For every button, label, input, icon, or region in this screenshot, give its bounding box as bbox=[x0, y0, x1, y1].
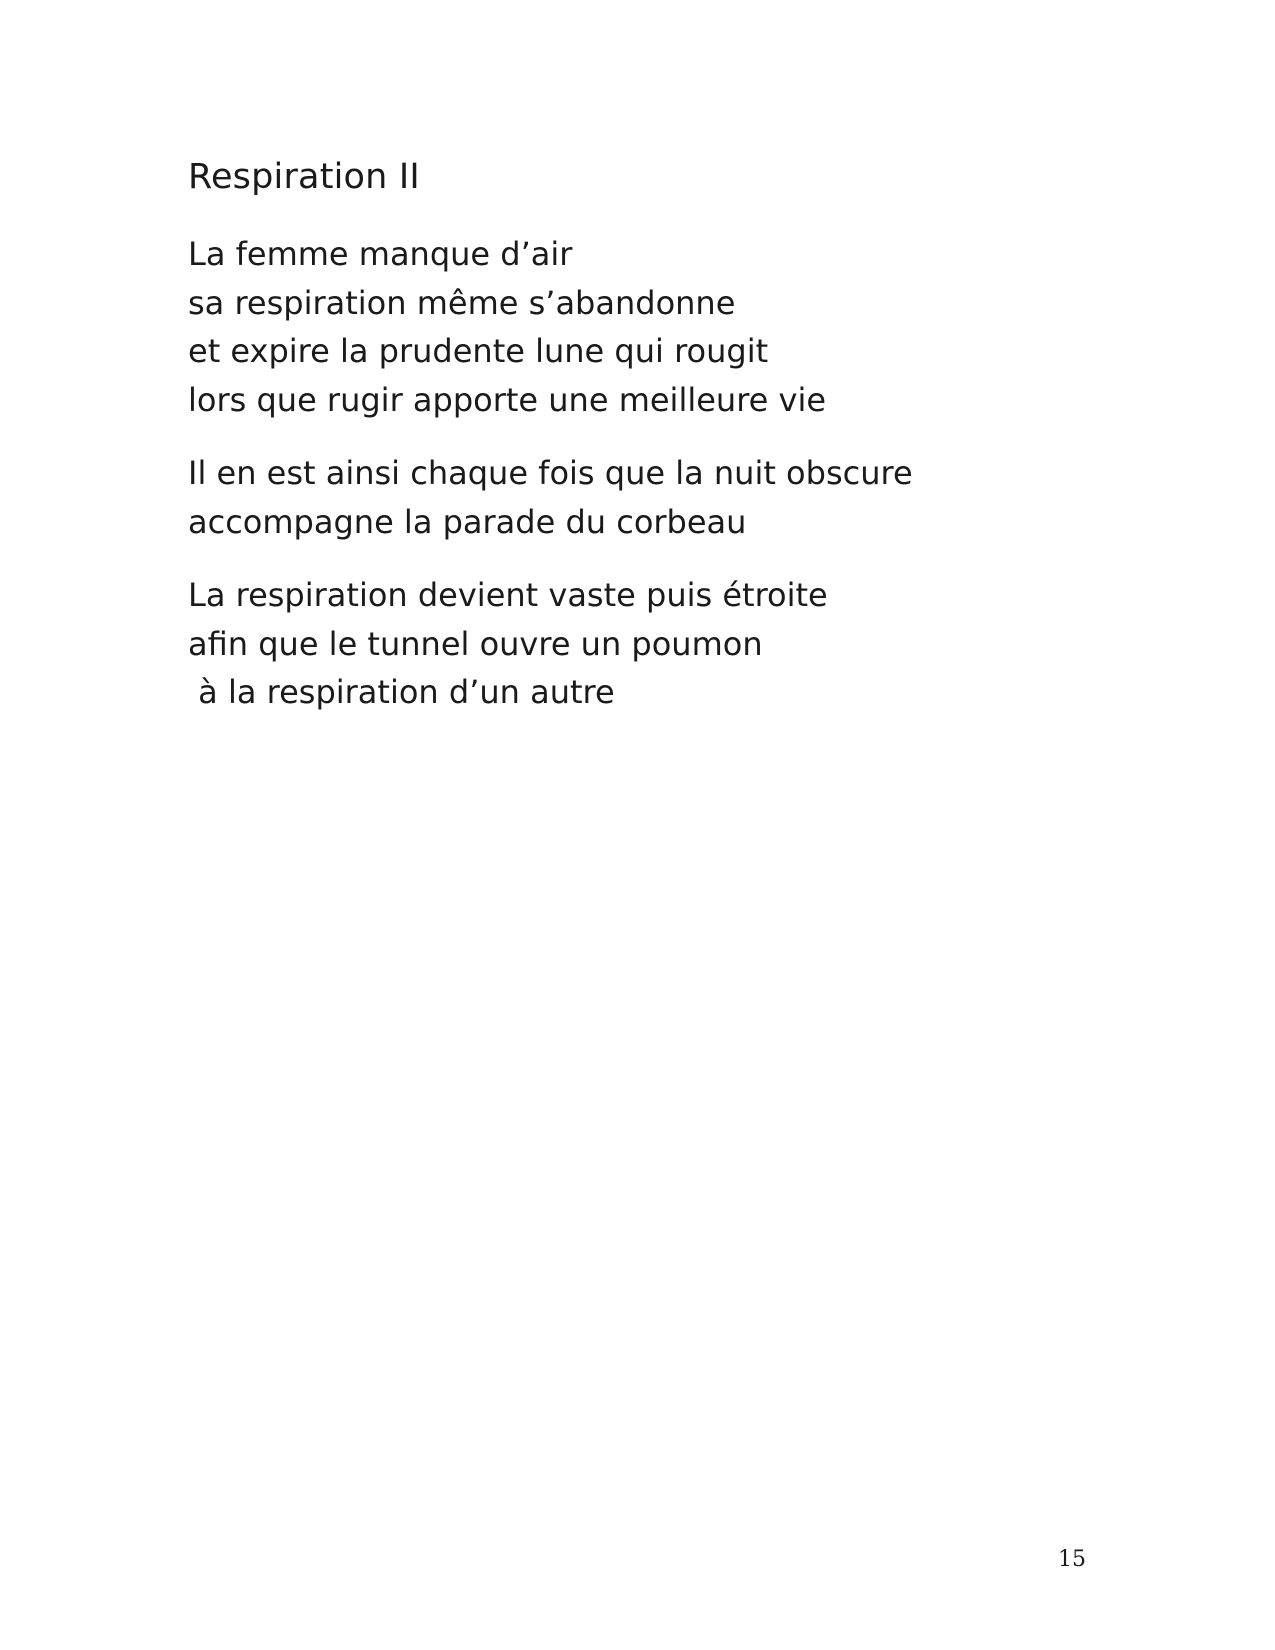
verse-line: sa respiration même s’abandonne bbox=[188, 283, 736, 322]
verse-line: La respiration devient vaste puis étroite bbox=[188, 576, 828, 614]
verse-line: à la respiration d’un autre bbox=[188, 673, 615, 711]
page-number: 15 bbox=[1058, 1547, 1086, 1572]
verse-line: Il en est ainsi chaque fois que la nuit obscure bbox=[188, 454, 913, 492]
stanza-2 bbox=[188, 449, 913, 546]
stanza-1 bbox=[188, 230, 826, 424]
verse-line: lors que rugir apporte une meilleure vie bbox=[188, 380, 827, 419]
verse-line: La femme manque d’air bbox=[188, 235, 573, 273]
verse-line: accompagne la parade du corbeau bbox=[188, 502, 747, 541]
verse-line: et expire la prudente lune qui rougit bbox=[188, 332, 769, 370]
poem-title: Respiration II bbox=[188, 157, 420, 197]
verse-line: afin que le tunnel ouvre un poumon bbox=[188, 624, 763, 663]
stanza-3 bbox=[188, 571, 828, 717]
